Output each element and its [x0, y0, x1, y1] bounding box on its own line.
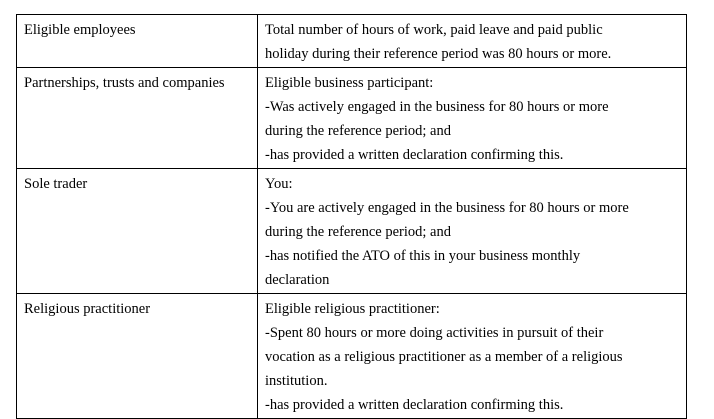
- requirement-line: -has provided a written declaration confirming this.: [265, 147, 564, 163]
- requirement-line: -has notified the ATO of this in your business monthly: [265, 248, 581, 264]
- requirement-line: -Spent 80 hours or more doing activities in pursuit of their: [265, 325, 604, 341]
- requirement-cell: [258, 294, 687, 419]
- requirement-line: -Was actively engaged in the business for 80 hours or more: [265, 99, 609, 115]
- requirement-cell: [258, 68, 687, 169]
- eligibility-table: [16, 14, 687, 419]
- category-cell: [17, 294, 258, 419]
- requirement-cell: [258, 15, 687, 68]
- requirement-line: vocation as a religious practitioner as a member of a religious: [265, 349, 623, 365]
- requirement-line: -You are actively engaged in the business for 80 hours or more: [265, 200, 629, 216]
- table-row: [17, 15, 687, 68]
- requirement-line: institution.: [265, 373, 328, 389]
- category-label: Religious practitioner: [24, 301, 151, 317]
- table-row: [17, 68, 687, 169]
- category-cell: [17, 15, 258, 68]
- requirement-line: during the reference period; and: [265, 224, 451, 240]
- requirement-line: -has provided a written declaration confirming this.: [265, 397, 564, 413]
- requirement-line: Total number of hours of work, paid leave and paid public: [265, 22, 603, 38]
- requirement-line: Eligible business participant:: [265, 75, 434, 91]
- category-label: Sole trader: [24, 176, 88, 192]
- category-cell: [17, 169, 258, 294]
- category-cell: [17, 68, 258, 169]
- category-label: Eligible employees: [24, 22, 136, 38]
- requirement-line: You:: [265, 176, 293, 192]
- table-row: [17, 169, 687, 294]
- requirement-line: Eligible religious practitioner:: [265, 301, 440, 317]
- category-label: Partnerships, trusts and companies: [24, 75, 225, 91]
- table-row: [17, 294, 687, 419]
- requirement-line: during the reference period; and: [265, 123, 451, 139]
- requirement-line: declaration: [265, 272, 330, 288]
- requirement-cell: [258, 169, 687, 294]
- requirement-line: holiday during their reference period was 80 hours or more.: [265, 46, 612, 62]
